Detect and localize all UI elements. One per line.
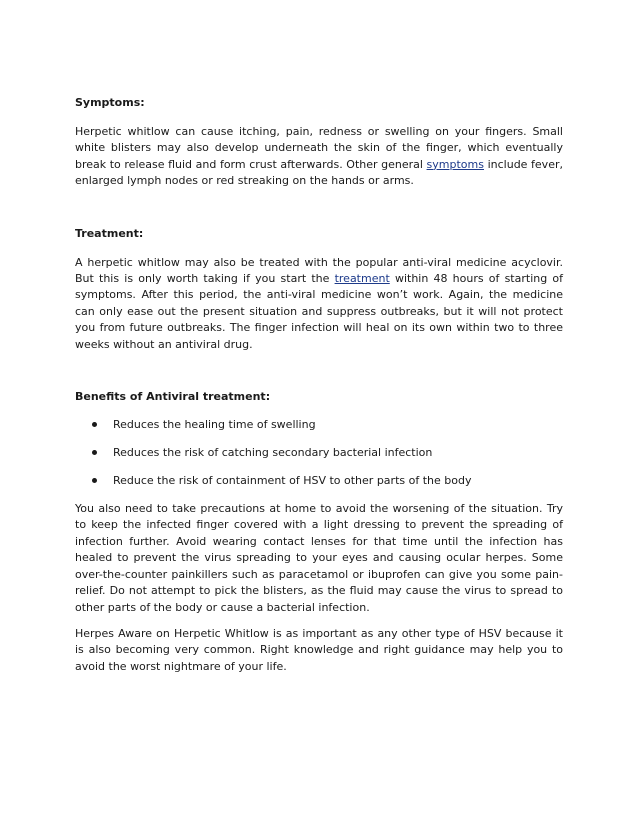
bullet-icon bbox=[92, 450, 97, 455]
symptoms-text-before: Herpetic whitlow can cause itching, pain, redness or swelling on your fingers. Small white blisters may also develop underneath the skin of the finger, which eventually break to release fluid and form crust afterwards. Other general bbox=[75, 125, 563, 171]
document-page bbox=[75, 95, 563, 675]
closing-paragraph: Herpes Aware on Herpetic Whitlow is as important as any other type of HSV because it is also becoming very common. Right knowledge and right guidance may help you to avoid the worst nightmare of your life. bbox=[75, 626, 563, 673]
symptoms-text-after: include fever, enlarged lymph nodes or red streaking on the hands or arms. bbox=[75, 157, 563, 188]
benefits-heading: Benefits of Antiviral treatment: bbox=[75, 390, 271, 404]
list-item-text: Reduce the risk of containment of HSV to other parts of the body bbox=[113, 474, 472, 488]
list-item bbox=[75, 445, 563, 461]
bullet-icon bbox=[92, 422, 97, 427]
treatment-link[interactable]: treatment bbox=[334, 272, 390, 286]
list-item bbox=[75, 417, 563, 433]
precautions-paragraph: You also need to take precautions at home to avoid the worsening of the situation. Try to keep the infected finger covered with a light dressing to prevent the spreading of infection further. Avoid wearing contact lenses for that time until the infection has healed to prevent the virus spreading to your eyes and causing ocular herpes. Some over-the-counter painkillers such as paracetamol or ibuprofen can give you some pain-relief. Do not attempt to pick the blisters, as the fluid may cause the virus to spread to other parts of the body or cause a bacterial infection. bbox=[75, 502, 563, 614]
symptoms-paragraph bbox=[75, 124, 563, 190]
treatment-text-before: A herpetic whitlow may also be treated with the popular anti-viral medicine acyclovir. But this is only worth taking if you start the bbox=[75, 255, 563, 286]
bullet-icon bbox=[92, 478, 97, 483]
list-item bbox=[75, 473, 563, 489]
treatment-paragraph bbox=[75, 255, 563, 353]
treatment-heading: Treatment: bbox=[75, 226, 144, 240]
symptoms-link[interactable]: symptoms bbox=[426, 157, 484, 171]
list-item-text: Reduces the risk of catching secondary bacterial infection bbox=[113, 446, 433, 460]
symptoms-heading: Symptoms: bbox=[75, 96, 145, 109]
treatment-text-after: within 48 hours of starting of symptoms. After this period, the anti-viral medicine won’t work. Again, the medicine can only ease out the present situation and suppress outbreaks, but it will not protect you from future outbreaks. The finger infection will heal on its own within two to three weeks without an antiviral drug. bbox=[75, 272, 563, 351]
benefits-list bbox=[75, 417, 563, 489]
list-item-text: Reduces the healing time of swelling bbox=[113, 418, 316, 432]
